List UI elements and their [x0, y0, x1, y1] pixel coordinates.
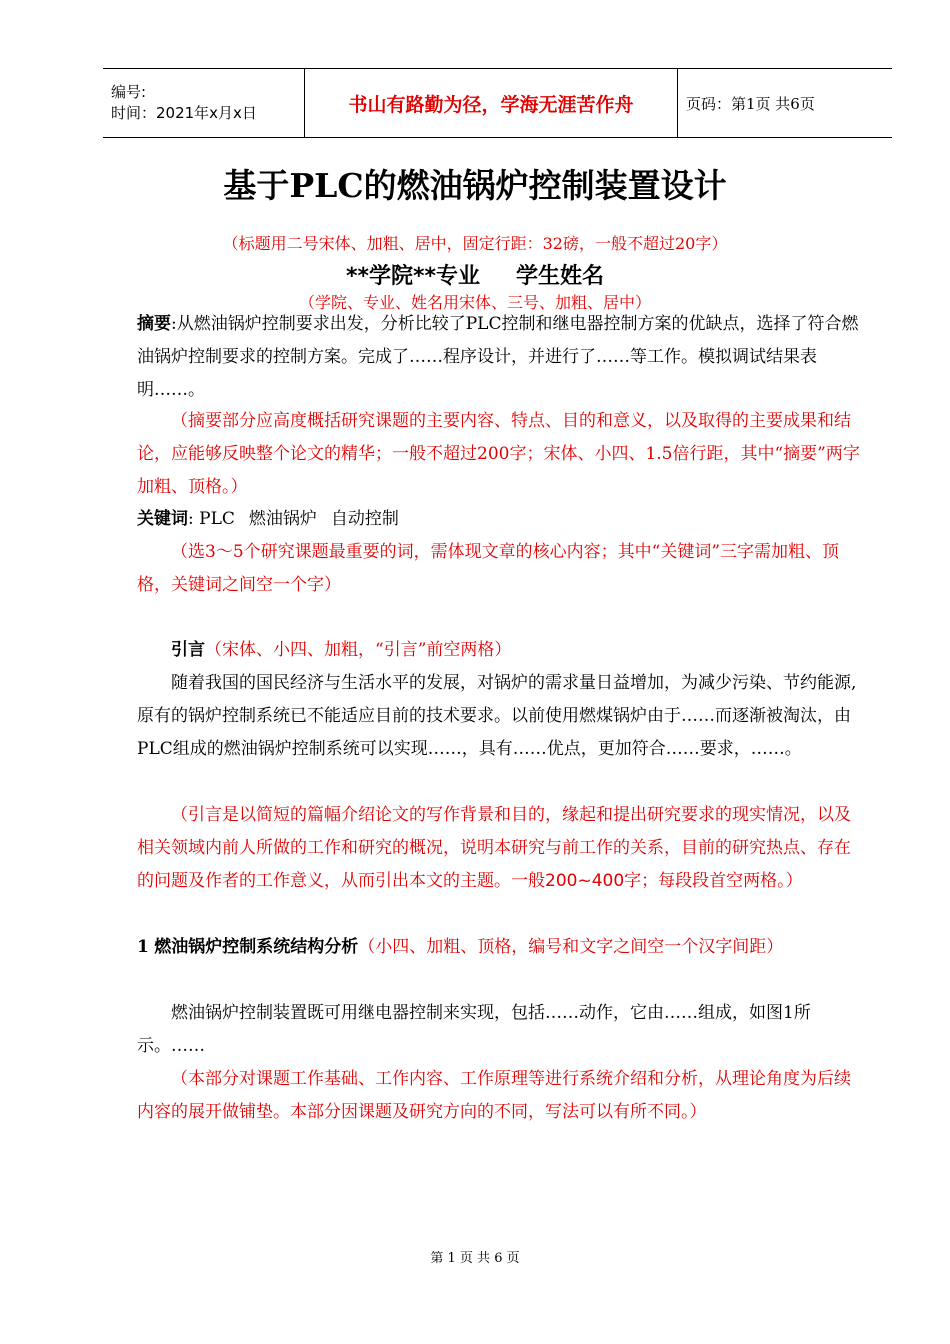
section1-note: （本部分对课题工作基础、工作内容、工作原理等进行系统介绍和分析，从理论角度为后续内容的展开做铺垫。本部分因课题及研究方向的不同，写法可以有所不同。） — [137, 1069, 851, 1122]
abstract-label: 摘要 — [137, 314, 171, 334]
page-footer: 第 1 页 共 6 页 — [430, 1251, 520, 1266]
intro-note-number: 200~400 — [545, 871, 625, 891]
intro-note: （引言是以简短的篇幅介绍论文的写作背景和目的，缘起和提出研究要求的现实情况，以及相关领域内前人所做的工作和研究的概况，说明本研究与前工作的关系，目前的研究热点、存在的问题及作者的工作意义，从而引出本文的主题。一般200~400字；每段段首空两格。） — [137, 805, 851, 891]
section1-heading-line — [137, 931, 861, 964]
keyword-item: 自动控制 — [330, 509, 399, 529]
intro-heading: 引言 — [171, 640, 205, 660]
authors-note: （学院、专业、姓名用宋体、三号、加粗、居中） — [298, 293, 651, 312]
header-page-cell — [678, 69, 892, 137]
keywords-paragraph: 关键词: PLC 燃油锅炉 自动控制 — [137, 509, 399, 529]
section1-heading-note: （小四、加粗、顶格，编号和文字之间空一个汉字间距） — [358, 937, 784, 957]
page-label: 页码：第1页 共6页 — [686, 94, 815, 113]
intro-paragraph: 随着我国的国民经济与生活水平的发展，对锅炉的需求量日益增加，为减少污染、节约能源,原有的锅炉控制系统已不能适应目前的技术要求。以前使用燃煤锅炉由于……而逐渐被淘汰，由PLC组成的燃油锅炉控制系统可以实现……，具有……优点，更加符合……要求，……。 — [137, 673, 857, 759]
section1-heading: 燃油锅炉控制系统结构分析 — [154, 937, 359, 957]
author-line — [0, 259, 950, 290]
title-note: （标题用二号宋体、加粗、居中，固定行距：32磅，一般不超过20字） — [222, 234, 728, 253]
section1-paragraph: 燃油锅炉控制装置既可用继电器控制来实现，包括……动作，它由……组成，如图1所示。…… — [137, 1003, 811, 1056]
abstract-text: :从燃油锅炉控制要求出发，分析比较了PLC控制和继电器控制方案的优缺点，选择了符合燃油锅炉控制要求的控制方案。完成了……程序设计，并进行了……等工作。模拟调试结果表明……。 — [137, 314, 859, 400]
intro-heading-note: （宋体、小四、加粗，“引言”前空两格） — [205, 640, 512, 660]
student-name: 学生姓名 — [516, 264, 605, 289]
abstract-paragraph — [137, 308, 861, 407]
abstract-note: （摘要部分应高度概括研究课题的主要内容、特点、目的和意义，以及取得的主要成果和结论，应能够反映整个论文的精华；一般不超过200字；宋体、小四、1.5倍行距，其中“摘要”两字加粗、顶格。） — [137, 411, 860, 497]
keyword-item: 燃油锅炉 — [248, 509, 317, 529]
intro-heading-line — [137, 634, 861, 667]
section1-number: 1 — [137, 937, 149, 957]
time-label: 时间：2021年x月x日 — [111, 104, 257, 122]
keywords-note: （选3～5个研究课题最重要的词，需体现文章的核心内容；其中“关键词”三字需加粗、顶格，关键词之间空一个字） — [137, 542, 840, 595]
header-motto-cell — [304, 69, 678, 137]
page-header — [103, 68, 892, 138]
college-major: **学院**专业 — [345, 264, 480, 289]
document-title: 基于PLC的燃油锅炉控制装置设计 — [223, 166, 727, 205]
number-label: 编号: — [111, 83, 147, 101]
keywords-label: 关键词 — [137, 509, 188, 529]
motto: 书山有路勤为径，学海无涯苦作舟 — [348, 93, 634, 116]
header-meta — [103, 69, 304, 137]
keyword-item: PLC — [199, 509, 235, 529]
